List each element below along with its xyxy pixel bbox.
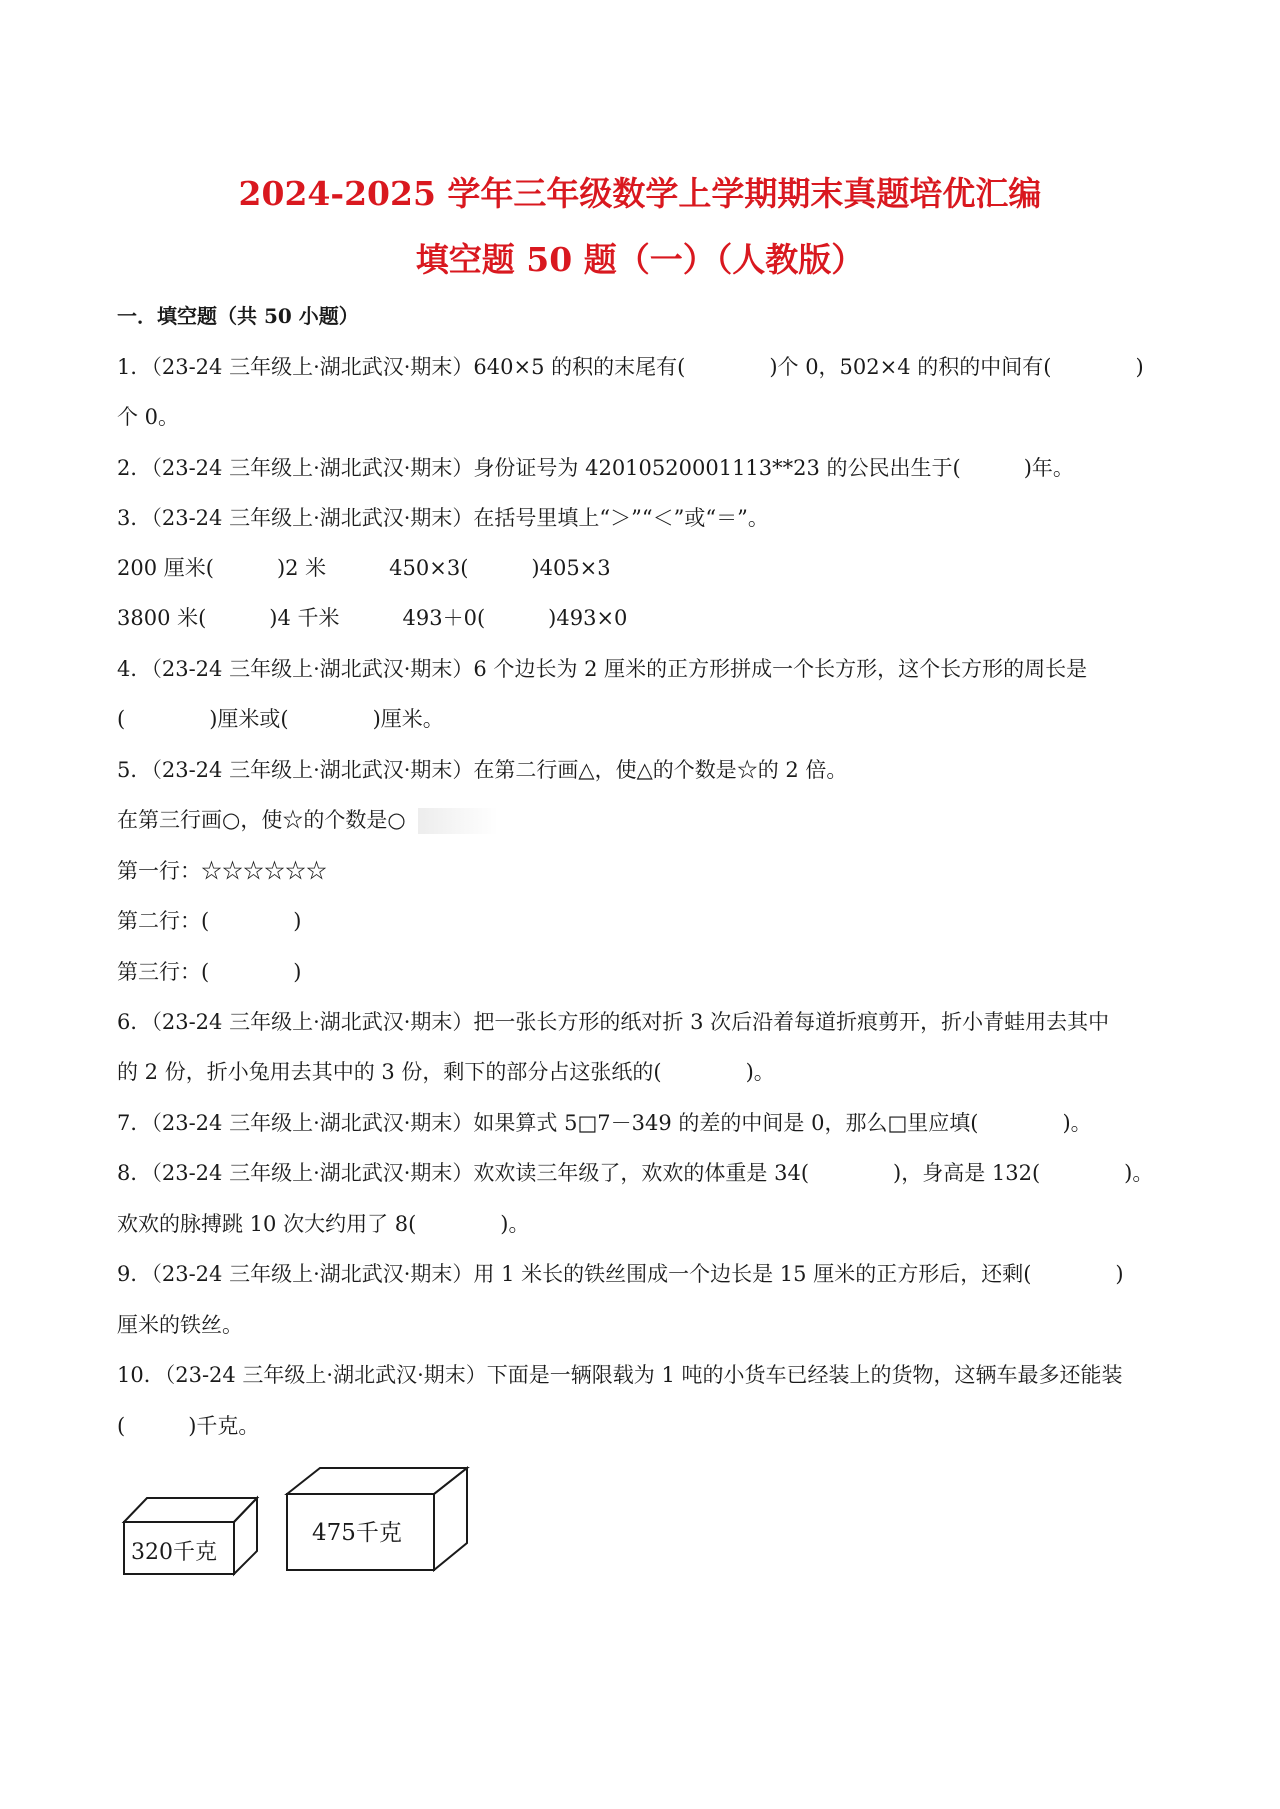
question-line: 9．（23-24 三年级上·湖北武汉·期末）用 1 米长的铁丝围成一个边长是 15 厘米的正方形后，还剩( ) xyxy=(117,1262,1124,1286)
section-heading: 一．填空题（共 50 小题） xyxy=(117,304,359,328)
question-line: 5．（23-24 三年级上·湖北武汉·期末）在第二行画△，使△的个数是☆的 2 倍。 xyxy=(117,758,848,782)
question-line: 的 2 份，折小兔用去其中的 3 份，剩下的部分占这张纸的( )。 xyxy=(117,1060,775,1084)
title-line-1: 2024-2025 学年三年级数学上学期期末真题培优汇编 xyxy=(238,174,1042,213)
comparison-row: 200 厘米( )2 米 450×3( )405×3 xyxy=(117,556,611,580)
question-line: 在第三行画○，使☆的个数是○ xyxy=(117,808,406,832)
cargo-boxes-figure xyxy=(115,1465,475,1585)
question-line: 3．（23-24 三年级上·湖北武汉·期末）在括号里填上“＞”“＜”或“＝”。 xyxy=(117,506,769,530)
large-box-label: 475千克 xyxy=(312,1520,402,1546)
star-row: 第一行：☆☆☆☆☆☆ xyxy=(117,859,327,883)
question-line: 8．（23-24 三年级上·湖北武汉·期末）欢欢读三年级了，欢欢的体重是 34( )，身高是 132( )。 xyxy=(117,1161,1154,1185)
blur-patch xyxy=(418,808,498,834)
question-line: 6．（23-24 三年级上·湖北武汉·期末）把一张长方形的纸对折 3 次后沿着每道折痕剪开，折小青蛙用去其中 xyxy=(117,1010,1110,1034)
small-box-label: 320千克 xyxy=(131,1540,217,1565)
question-line: 欢欢的脉搏跳 10 次大约用了 8( )。 xyxy=(117,1212,530,1236)
large-box xyxy=(287,1468,467,1570)
question-line: 个 0。 xyxy=(117,405,180,429)
question-line: ( )千克。 xyxy=(117,1414,260,1438)
question-line: ( )厘米或( )厘米。 xyxy=(117,707,444,731)
question-line: 2．（23-24 三年级上·湖北武汉·期末）身份证号为 42010520001113**23 的公民出生于( )年。 xyxy=(117,456,1074,480)
question-line: 厘米的铁丝。 xyxy=(117,1313,243,1337)
question-line: 7．（23-24 三年级上·湖北武汉·期末）如果算式 5□7－349 的差的中间是 0，那么□里应填( )。 xyxy=(117,1111,1092,1135)
question-line: 10．（23-24 三年级上·湖北武汉·期末）下面是一辆限载为 1 吨的小货车已经装上的货物，这辆车最多还能装 xyxy=(117,1363,1123,1387)
question-line: 1．（23-24 三年级上·湖北武汉·期末）640×5 的积的末尾有( )个 0，502×4 的积的中间有( ) xyxy=(117,355,1144,379)
answer-row: 第三行：( ) xyxy=(117,960,302,984)
answer-row: 第二行：( ) xyxy=(117,909,302,933)
title-line-2: 填空题 50 题（一）（人教版） xyxy=(415,240,865,279)
question-line: 4．（23-24 三年级上·湖北武汉·期末）6 个边长为 2 厘米的正方形拼成一个长方形，这个长方形的周长是 xyxy=(117,657,1088,681)
comparison-row: 3800 米( )4 千米 493＋0( )493×0 xyxy=(117,606,628,630)
